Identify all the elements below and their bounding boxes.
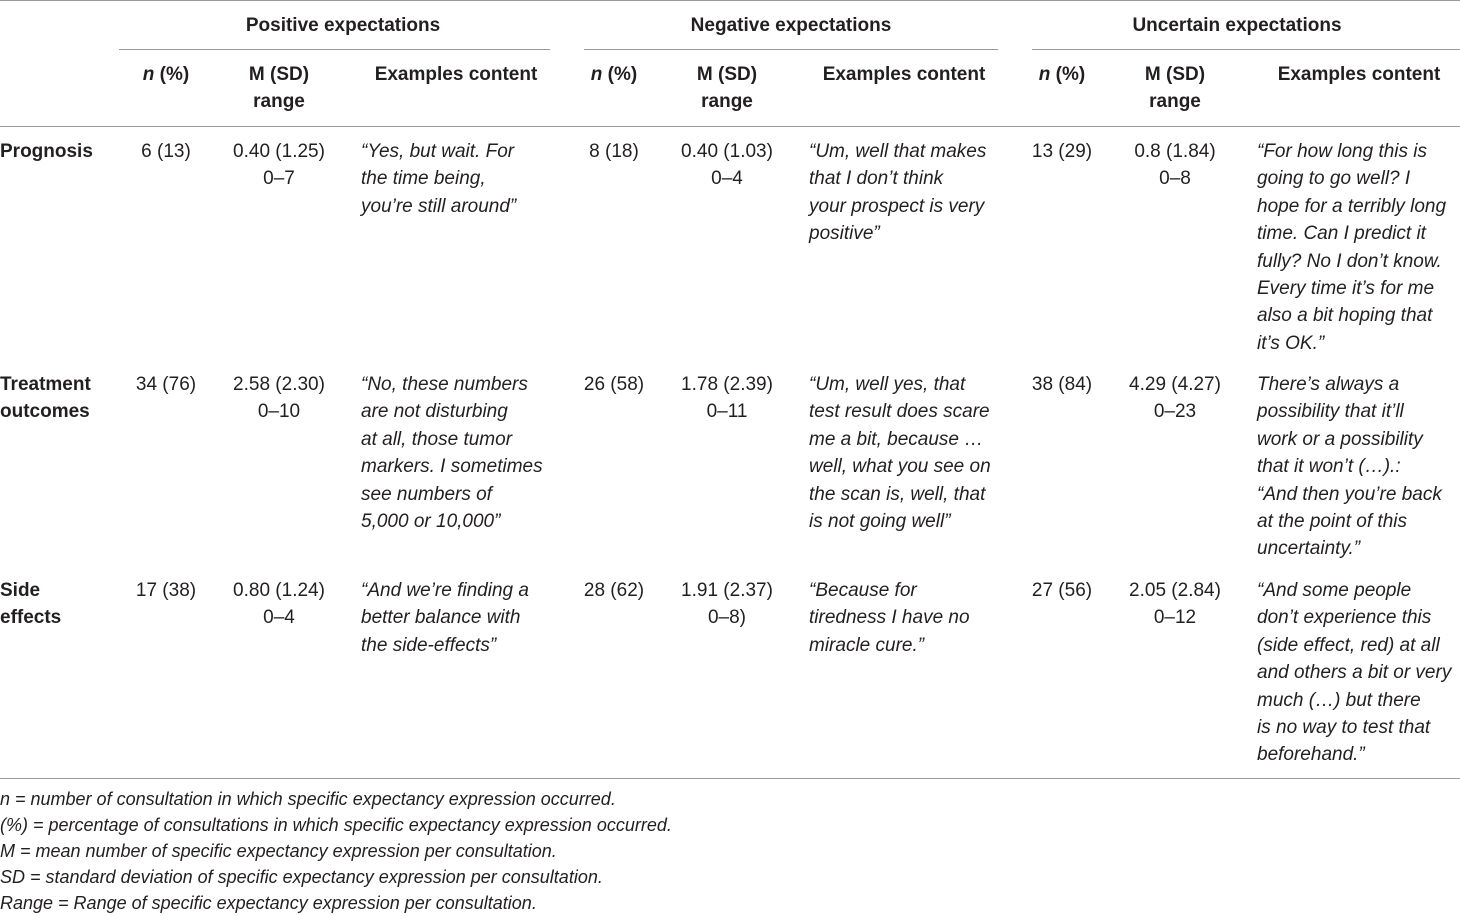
n-variable: n [142,64,155,85]
col-header-n-pct-negative: n (%) [590,64,638,85]
n-pct-value: 17 (38) [135,580,197,601]
mean-sd-range: 2.58 (2.30) 0–10 [233,374,325,423]
n-pct-value: 27 (56) [1031,580,1093,601]
col-header-examples-uncertain: Examples content [1277,64,1441,85]
n-variable: n [590,64,603,85]
group-rule-negative [584,49,998,50]
example-quote: “Because for tiredness I have no miracle cure.” [809,580,970,656]
n-pct-value: 8 (18) [589,141,639,162]
row-label: Treatment outcomes [0,374,91,423]
mean-sd-range: 4.29 (4.27) 0–23 [1129,374,1221,423]
header-rule [0,126,1460,127]
footnote: n = number of consultation in which specific expectancy expression occurred. [0,789,616,809]
example-quote: “Um, well yes, that test result does scare me a bit, because … well, what you see on the scan is, well, that is not going well” [809,374,991,533]
n-pct-value: 26 (58) [583,374,645,395]
col-header-msd-positive: M (SD) range [248,64,310,113]
n-pct-value: 6 (13) [141,141,191,162]
row-label: Prognosis [0,141,93,162]
group-rule-uncertain [1032,49,1460,50]
example-quote: “And some people don’t experience this (side effect, red) at all and others a bit or very much (…) but there is no way to test that beforehand.” [1257,580,1452,766]
group-rule-positive [119,49,550,50]
mean-sd-range: 0.40 (1.25) 0–7 [233,141,325,190]
footnotes [0,786,672,916]
row-label: Side effects [0,580,62,629]
top-rule [0,0,1460,1]
n-pct-value: 34 (76) [135,374,197,395]
example-quote: “No, these numbers are not disturbing at all, those tumor markers. I sometimes see numbers of 5,000 or 10,000” [361,374,543,533]
bottom-rule [0,778,1460,779]
col-header-n-pct-positive: n (%) [142,64,190,85]
footnote: SD = standard deviation of specific expectancy expression per consultation. [0,867,603,887]
col-header-msd-uncertain: M (SD) range [1144,64,1206,113]
col-header-examples-positive: Examples content [374,64,538,85]
group-title-uncertain: Uncertain expectations [1132,15,1342,36]
footnote: M = mean number of specific expectancy expression per consultation. [0,841,557,861]
n-variable: n [1038,64,1051,85]
col-header-msd-negative: M (SD) range [696,64,758,113]
mean-sd-range: 2.05 (2.84) 0–12 [1129,580,1221,629]
mean-sd-range: 0.8 (1.84) 0–8 [1134,141,1216,190]
footnote: (%) = percentage of consultations in which specific expectancy expression occurred. [0,815,672,835]
example-quote: “Yes, but wait. For the time being, you’re still around” [361,141,517,217]
n-pct-value: 28 (62) [583,580,645,601]
n-pct-value: 38 (84) [1031,374,1093,395]
col-header-examples-negative: Examples content [822,64,986,85]
example-quote: “Um, well that makes that I don’t think your prospect is very positive” [809,141,987,245]
mean-sd-range: 0.40 (1.03) 0–4 [681,141,773,190]
example-quote: “And we’re finding a better balance with the side-effects” [361,580,529,656]
example-quote: “For how long this is going to go well? I hope for a terribly long time. Can I predict it fully? No I don’t know. Every time it’s for me also a bit hoping that it’s OK.” [1257,141,1447,354]
mean-sd-range: 1.78 (2.39) 0–11 [681,374,773,423]
col-header-n-pct-uncertain: n (%) [1038,64,1086,85]
n-pct-value: 13 (29) [1031,141,1093,162]
mean-sd-range: 0.80 (1.24) 0–4 [233,580,325,629]
example-quote: There’s always a possibility that it’ll work or a possibility that it won’t (…).: “And then you’re back at the point of this uncertainty.” [1257,374,1442,560]
group-title-positive: Positive expectations [245,15,441,36]
group-title-negative: Negative expectations [690,15,892,36]
footnote: Range = Range of specific expectancy expression per consultation. [0,893,537,913]
mean-sd-range: 1.91 (2.37) 0–8) [681,580,773,629]
